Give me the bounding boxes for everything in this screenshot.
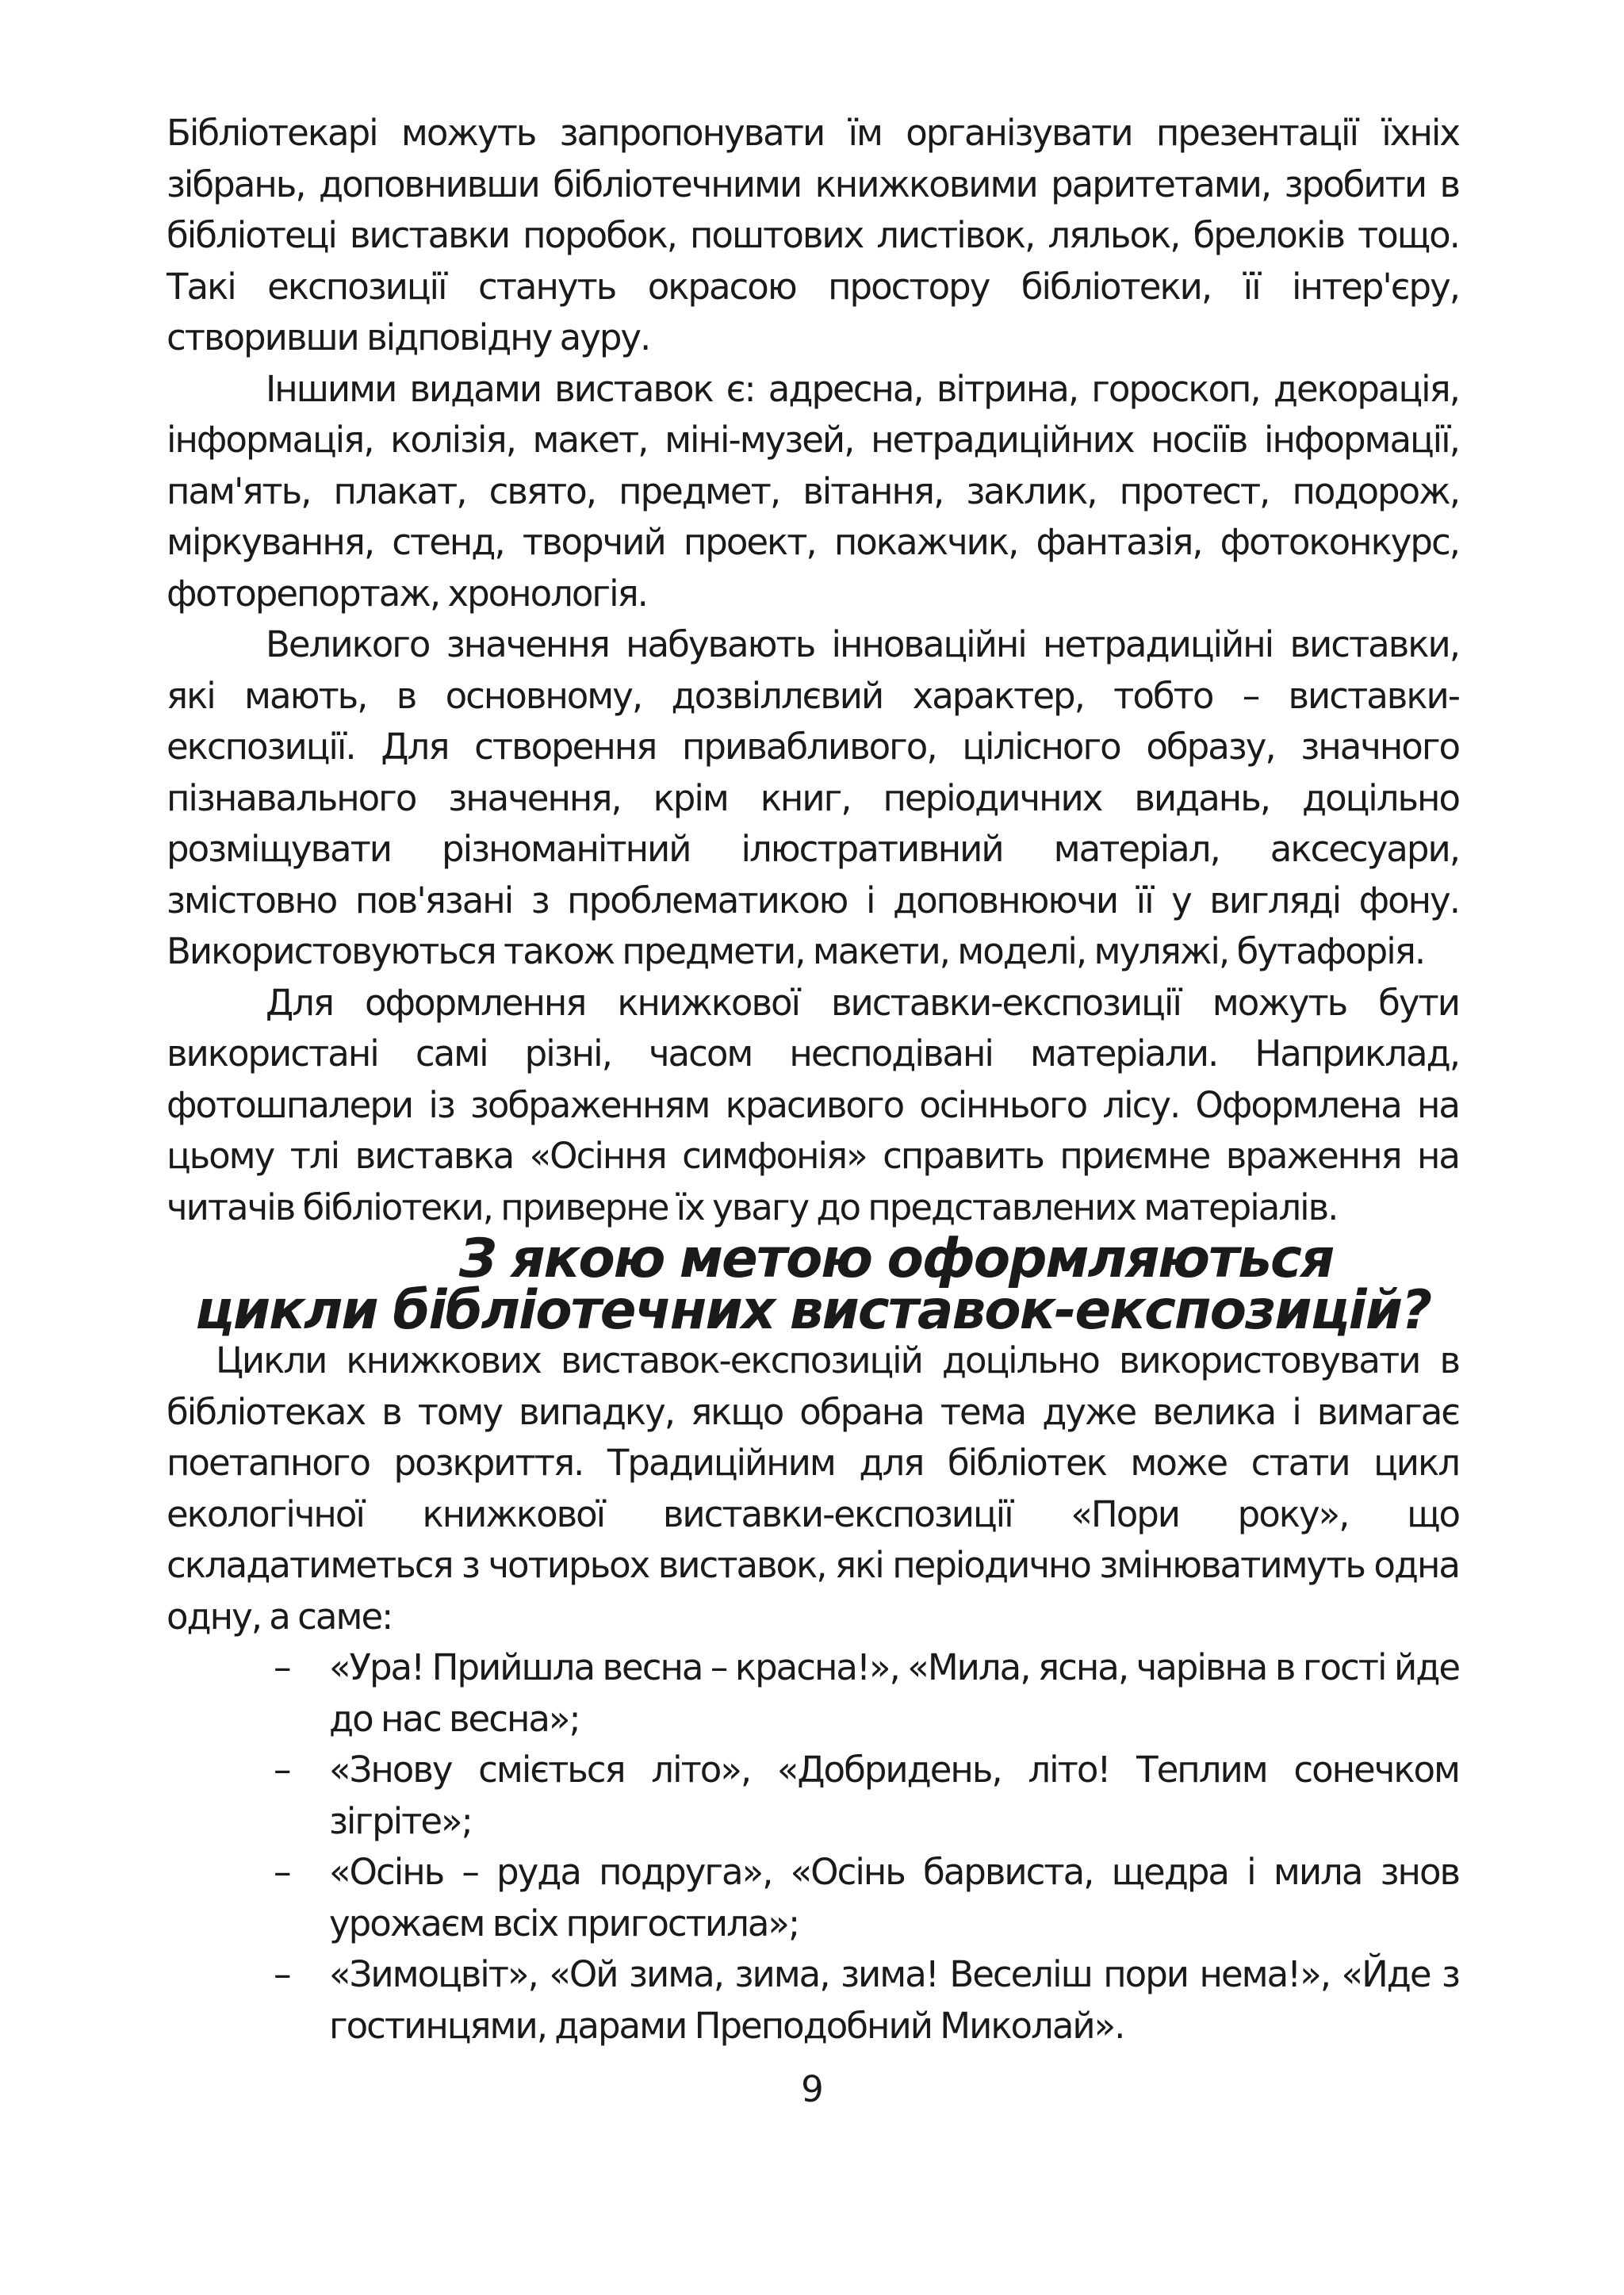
list-item-text: «Знову сміється літо», «Добридень, літо! Теплим сонечком зігріте»;: [329, 1749, 1459, 1842]
seasons-list: [167, 1642, 1459, 2052]
paragraph-collections: Бібліотекарі можуть запропонувати їм організувати презентації їхніх зібрань, доповнивши бібліотечними книжковими раритетами, зробити в бібліотеці виставки поробок, поштових листівок, ляльок, брелоків тощо. Такі експозиції стануть окрасою простору бібліотеки, її інтер'єру, створивши відповідну ауру.: [167, 112, 1459, 358]
section-heading-line-1: З якою метою оформляються: [458, 1227, 1334, 1289]
list-item-text: «Ура! Прийшла весна – красна!», «Мила, ясна, чарівна в гості йде до нас весна»;: [329, 1646, 1459, 1740]
dash-marker: –: [274, 1953, 290, 1995]
paragraph-innovative-exhibitions: Великого значення набувають інноваційні нетрадиційні виставки, які мають, в основному, дозвіллєвий характер, тобто – виставки-експозиції. Для створення привабливого, цілісного образу, значного пізнавального значення, крім книг, періодичних видань, доцільно розміщувати різноманітний ілюстративний матеріал, аксесуари, змістовно пов'язані з проблематикою і доповнюючи її у вигляді фону. Використовуються також предмети, макети, моделі, муляжі, бутафорія.: [167, 623, 1459, 972]
list-item: [167, 1847, 1459, 1949]
dash-marker: –: [274, 1851, 290, 1893]
list-item: [167, 1642, 1459, 1745]
section-heading-line-2: цикли бібліотечних виставок-експозицій?: [194, 1278, 1431, 1341]
list-item-text: «Осінь – руда подруга», «Осінь барвиста, щедра і мила знов урожаєм всіх пригостила»;: [329, 1851, 1459, 1944]
page-number: 9: [801, 2068, 823, 2110]
list-item: [167, 1745, 1459, 1847]
list-item-text: «Зимоцвіт», «Ой зима, зима, зима! Веселіш пори нема!», «Йде з гостинцями, дарами Преподобний Миколай».: [329, 1953, 1459, 2047]
paragraph-exhibition-types: Іншими видами виставок є: адресна, вітрина, гороскоп, декорація, інформація, колізія, макет, міні-музей, нетрадиційних носіїв інформації, пам'ять, плакат, свято, предмет, вітання, заклик, протест, подорож, міркування, стенд, творчий проект, покажчик, фантазія, фотоконкурс, фоторепортаж, хронологія.: [167, 367, 1459, 615]
paragraph-exhibition-cycles: Цикли книжкових виставок-експозицій доцільно використовувати в бібліотеках в тому випадку, якщо обрана тема дуже велика і вимагає поетапного розкриття. Традиційним для бібліотек може стати цикл екологічної книжкової виставки-експозиції «Пори року», що складатиметься з чотирьох виставок, які періодично змінюватимуть одна одну, а саме:: [167, 1339, 1459, 1638]
document-body: [167, 108, 1459, 2052]
dash-marker: –: [274, 1646, 290, 1688]
dash-marker: –: [274, 1749, 290, 1791]
paragraph-decoration-materials: Для оформлення книжкової виставки-експозиції можуть бути використані самі різні, часом несподівані матеріали. Наприклад, фотошпалери із зображенням красивого осіннього лісу. Оформлена на цьому тлі виставка «Осіння симфонія» справить приємне враження на читачів бібліотеки, приверне їх увагу до представлених матеріалів.: [167, 981, 1459, 1228]
list-item: [167, 1949, 1459, 2052]
